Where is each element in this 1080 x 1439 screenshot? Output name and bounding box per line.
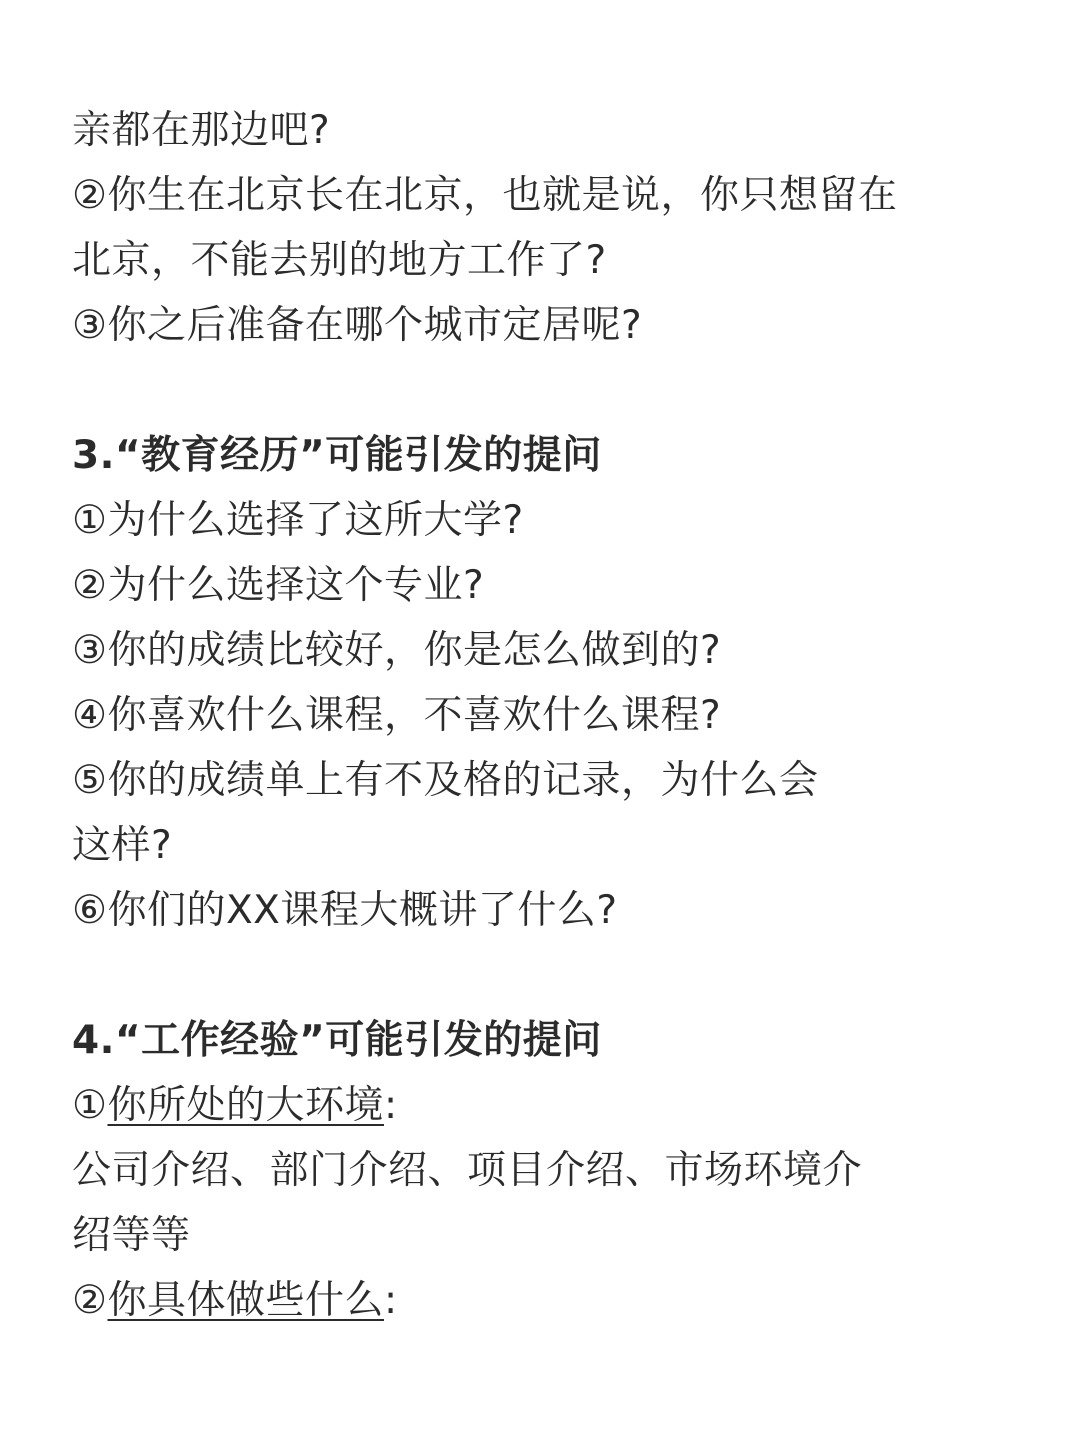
question-item: ⑤你的成绩单上有不及格的记录，为什么会 bbox=[72, 758, 819, 803]
item-colon: : bbox=[383, 1083, 398, 1128]
section-heading-education: 3.“教育经历”可能引发的提问 bbox=[72, 433, 602, 478]
section-work-experience bbox=[72, 1008, 1012, 1333]
paragraph-gap bbox=[72, 358, 1012, 423]
underlined-title: 你具体做些什么 bbox=[107, 1278, 384, 1323]
question-item: ④你喜欢什么课程，不喜欢什么课程? bbox=[72, 693, 722, 738]
work-item-duties bbox=[72, 1268, 1012, 1333]
previous-section-continuation bbox=[72, 98, 1012, 358]
item-marker: ① bbox=[72, 1083, 108, 1128]
paragraph-gap bbox=[72, 943, 1012, 1008]
question-item: ③你的成绩比较好，你是怎么做到的? bbox=[72, 628, 722, 673]
item-colon: : bbox=[383, 1278, 398, 1323]
text-line: ③你之后准备在哪个城市定居呢? bbox=[72, 303, 643, 348]
text-line: 亲都在那边吧? bbox=[72, 108, 331, 153]
text-line: 公司介绍、部门介绍、项目介绍、市场环境介 bbox=[72, 1148, 863, 1193]
section-education bbox=[72, 423, 1012, 943]
question-item: ⑥你们的XX课程大概讲了什么? bbox=[72, 888, 618, 933]
question-item-continuation: 这样? bbox=[72, 823, 173, 868]
item-marker: ② bbox=[72, 1278, 108, 1323]
work-item-environment bbox=[72, 1073, 1012, 1138]
question-item: ①为什么选择了这所大学? bbox=[72, 498, 524, 543]
question-item: ②为什么选择这个专业? bbox=[72, 563, 485, 608]
text-line: 北京，不能去别的地方工作了? bbox=[72, 238, 607, 283]
section-heading-work-experience: 4.“工作经验”可能引发的提问 bbox=[72, 1018, 602, 1063]
text-line: 绍等等 bbox=[72, 1213, 191, 1258]
underlined-title: 你所处的大环境 bbox=[107, 1083, 384, 1128]
text-line: ②你生在北京长在北京，也就是说，你只想留在 bbox=[72, 173, 898, 218]
document-body bbox=[72, 98, 1012, 1333]
